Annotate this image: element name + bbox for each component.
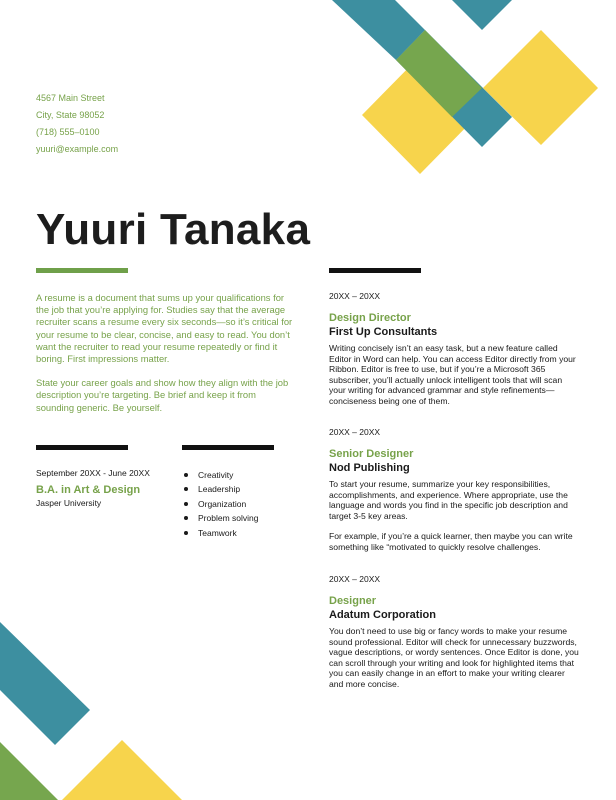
contact-city: City, State 98052: [36, 110, 105, 120]
experience-dates: 20XX – 20XX: [329, 291, 381, 301]
experience-company: First Up Consultants: [329, 326, 438, 338]
experience-dates: 20XX – 20XX: [329, 574, 381, 584]
contact-email: yuuri@example.com: [36, 144, 119, 154]
contact-address: 4567 Main Street: [36, 93, 105, 103]
experience-paragraph: For example, if you’re a quick learner, then maybe you can write something like “motivated to quickly resolve challenges.: [329, 531, 573, 552]
experience-title: Senior Designer: [329, 448, 414, 460]
experience-paragraph: You don’t need to use big or fancy words to make your resume sound professional. Editor will check for unnecessary buzzwords, vague descriptions, or wordy sentences. Once Editor is done, you can scroll through your writing and look for highlighted items that you can easily change in an effort to make your writing clearer and more concise.: [329, 626, 579, 689]
experience-title: Design Director: [329, 312, 411, 324]
teal-triangle-top: [452, 0, 512, 30]
yellow-triangle-bottom: [62, 740, 182, 800]
experience-paragraph: Writing concisely isn’t an easy task, but a new feature called Editor in Word can help. You can access Editor directly from your Ribbon. Editor is free to use, but if you’re a Microsoft 365 subscriber, you’ll actually unlock intelligent tools that will scan your writing for advanced grammar and style refinements—conciseness being one of them.: [329, 343, 576, 406]
experience-description: [329, 343, 579, 407]
skills-divider: [182, 445, 274, 450]
skill-item: Creativity: [182, 468, 258, 482]
skill-item: Organization: [182, 497, 258, 511]
experience-dates: 20XX – 20XX: [329, 427, 381, 437]
summary-paragraph-2: State your career goals and show how they align with the job description you’re targeting. Be brief and keep it from sounding generic. Be yourself.: [36, 377, 289, 413]
contact-phone: (718) 555–0100: [36, 127, 100, 137]
experience-description: [329, 479, 579, 553]
experience-company: Nod Publishing: [329, 462, 410, 474]
experience-entry: [329, 291, 579, 417]
skill-item: Problem solving: [182, 511, 258, 525]
education-degree: B.A. in Art & Design: [36, 484, 141, 496]
teal-stripe-bottom: [0, 622, 90, 745]
skill-item: Teamwork: [182, 526, 258, 540]
experience-title: Designer: [329, 595, 377, 607]
education-dates: September 20XX - June 20XX: [36, 468, 150, 478]
green-triangle-bottom: [0, 742, 58, 800]
experience-entry: [329, 427, 579, 563]
education-divider: [36, 445, 128, 450]
experience-divider: [329, 268, 421, 273]
resume-name: Yuuri Tanaka: [36, 205, 311, 254]
experience-entry: [329, 574, 579, 700]
skill-item: Leadership: [182, 482, 258, 496]
summary-paragraph-1: A resume is a document that sums up your qualifications for the job that you’re applying for. Studies say that the average recruiter scans a resume every six seconds—so it’s critical for your resume to be clear, concise, and easy to read. You don’t want the recruiter to read your resume repeatedly or find it boring. First impressions matter.: [36, 292, 293, 365]
experience-company: Adatum Corporation: [329, 609, 436, 621]
experience-paragraph: To start your resume, summarize your key responsibilities, accomplishments, and experience. Where appropriate, use the language and words you find in the specific job description and target 3-5 key areas.: [329, 479, 568, 521]
education-school: Jasper University: [36, 498, 102, 508]
summary-divider: [36, 268, 128, 273]
skills-list: [182, 468, 258, 540]
experience-description: [329, 626, 579, 690]
summary: [36, 292, 294, 426]
